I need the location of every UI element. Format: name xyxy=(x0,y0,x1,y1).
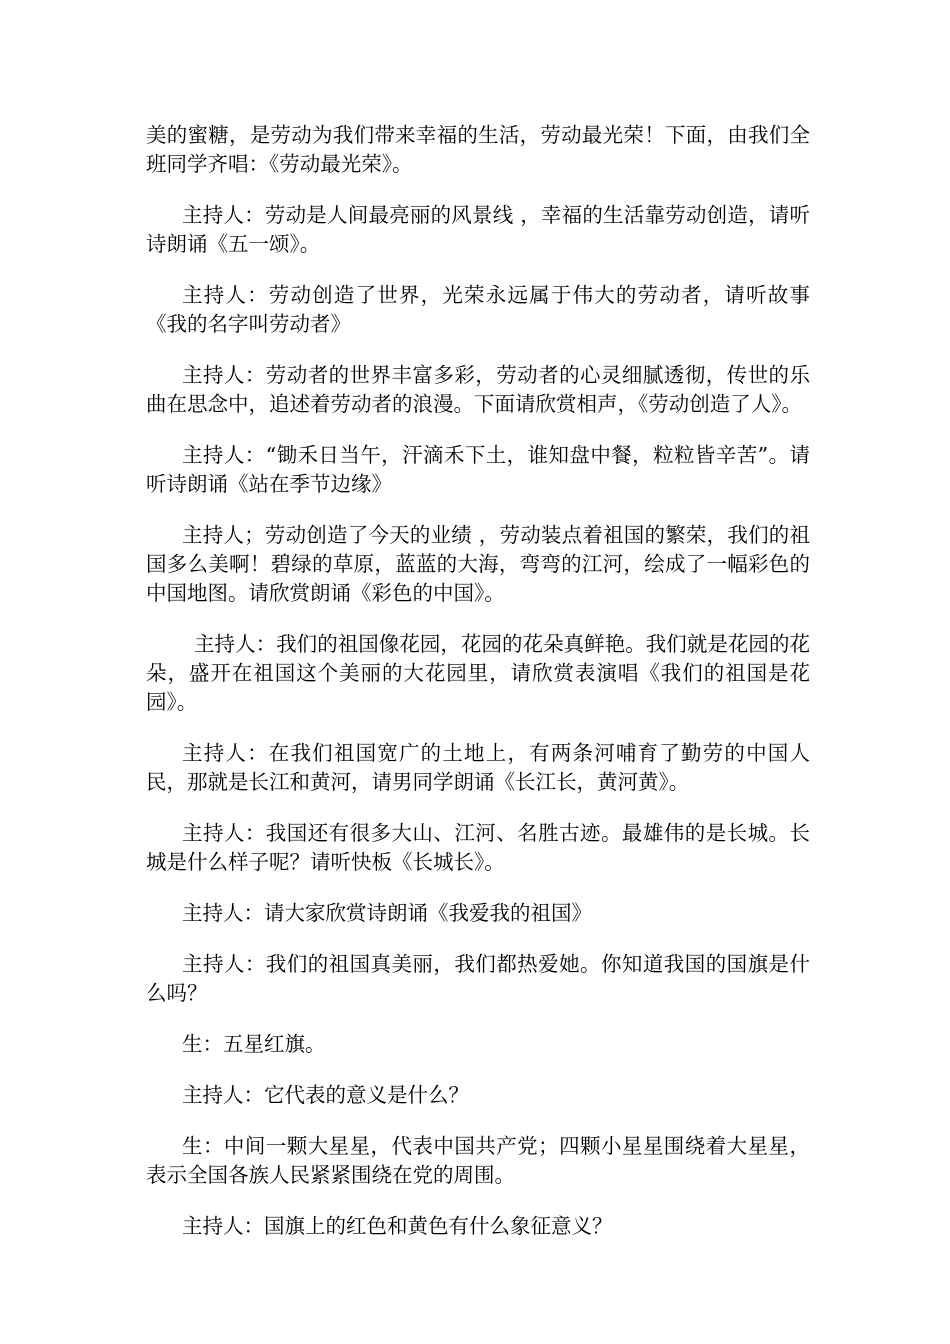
paragraph-student-meaning-answer: 生：中间一颗大星星，代表中国共产党；四颗小星星围绕着大星星，表示全国各族人民紧紧围绕在党的周围。 xyxy=(146,1134,810,1187)
paragraph-host-flag-question: 主持人：我们的祖国真美丽，我们都热爱她。你知道我国的国旗是什么吗？ xyxy=(146,952,810,1005)
paragraph-student-answer: 生：五星红旗。 xyxy=(182,1032,326,1056)
paragraph-host-poem-season: 主持人：“锄禾日当午，汗滴禾下土，谁知盘中餐，粒粒皆辛苦”。请听诗朗诵《站在季节边缘》 xyxy=(146,443,810,496)
paragraph-host-love-motherland: 主持人：请大家欣赏诗朗诵《我爱我的祖国》 xyxy=(182,901,592,925)
paragraph-host-color-question: 主持人：国旗上的红色和黄色有什么象征意义？ xyxy=(182,1214,613,1238)
paragraph-host-great-wall: 主持人：我国还有很多大山、江河、名胜古迹。最雄伟的是长城。长城是什么样子呢？请听快板《长城长》。 xyxy=(146,821,810,874)
paragraph-host-story: 主持人：劳动创造了世界，光荣永远属于伟大的劳动者，请听故事《我的名字叫劳动者》 xyxy=(146,283,810,336)
paragraph-host-garden: 主持人：我们的祖国像花园，花园的花朵真鲜艳。我们就是花园的花朵，盛开在祖国这个美丽的大花园里，请欣赏表演唱《我们的祖国是花园》。 xyxy=(146,632,810,714)
paragraph-host-crosstalk: 主持人：劳动者的世界丰富多彩，劳动者的心灵细腻透彻，传世的乐曲在思念中，追述着劳动者的浪漫。下面请欣赏相声，《劳动创造了人》。 xyxy=(146,363,810,416)
document-body xyxy=(146,121,810,1263)
paragraph-host-rivers: 主持人：在我们祖国宽广的土地上，有两条河哺育了勤劳的中国人民，那就是长江和黄河，请男同学朗诵《长江长，黄河黄》。 xyxy=(146,741,810,794)
paragraph-host-meaning-question: 主持人：它代表的意义是什么？ xyxy=(182,1083,469,1107)
paragraph-continuation: 美的蜜糖，是劳动为我们带来幸福的生活，劳动最光荣！下面，由我们全班同学齐唱：《劳动最光荣》。 xyxy=(146,123,810,176)
paragraph-host-colorful-china: 主持人；劳动创造了今天的业绩 ，劳动装点着祖国的繁荣，我们的祖国多么美啊！碧绿的草原，蓝蓝的大海，弯弯的江河，绘成了一幅彩色的中国地图。请欣赏朗诵《彩色的中国》。 xyxy=(146,523,810,605)
paragraph-host-may-day-ode: 主持人：劳动是人间最亮丽的风景线 ，幸福的生活靠劳动创造，请听诗朗诵《五一颂》。 xyxy=(146,203,810,256)
